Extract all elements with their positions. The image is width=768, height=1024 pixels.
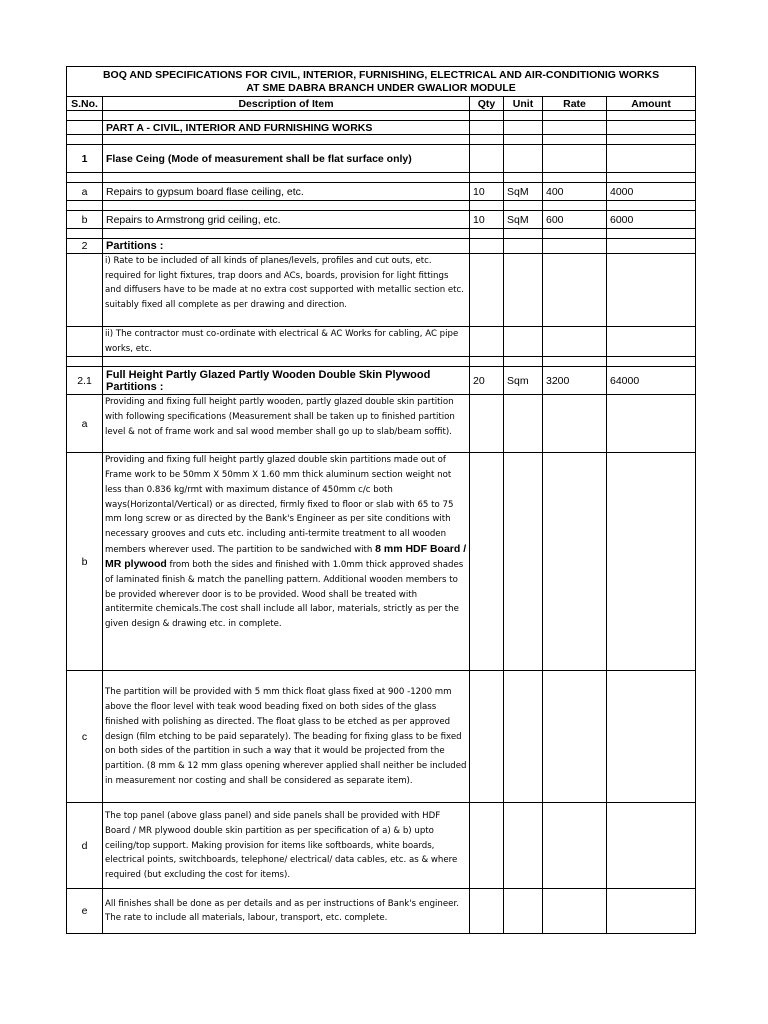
item-rate: 400 — [543, 183, 607, 201]
spacer-row — [67, 111, 696, 121]
item-2-note-1-row — [67, 254, 696, 327]
header-qty: Qty — [470, 97, 504, 111]
header-amount: Amount — [607, 97, 696, 111]
header-unit: Unit — [504, 97, 543, 111]
item-row-2-1-b — [67, 453, 696, 671]
title-line-2: AT SME DABRA BRANCH UNDER GWALIOR MODULE — [246, 81, 516, 94]
spacer-row — [67, 229, 696, 239]
description-text: Providing and fixing full height partly glazed double skin partitions made out of Frame work to be 50mm X 50mm X 1.60 mm thick aluminum section weight not less than 0.836 kg/rmt with maximum distance of 450mm c/c both ways(Horizontal/Vertical) or as directed, firmly fixed to floor or slab with 65 to 75 mm long screw or as directed by the Bank's Engineer as per site conditions with necessary grooves and cuts etc. including anti-termite treatment to all wooden members wherever used. The partition to be sandwiched with — [105, 455, 454, 555]
item-row-2 — [67, 239, 696, 254]
item-sno: b — [67, 211, 103, 229]
item-sno: a — [67, 395, 103, 453]
spacer-row — [67, 135, 696, 145]
item-row-2-1-d — [67, 803, 696, 889]
item-description: The partition will be provided with 5 mm thick float glass fixed at 900 -1200 mm above the floor level with teak wood beading fixed on both sides of the glass finished with polishing as directed. The float glass to be etched as per approved design (film etching to be paid separately). The beading for fixing glass to be fixed on both sides of the partition in such a way that it would be projected from the partition. (8 mm & 12 mm glass opening wherever applied shall neither be included in measurement nor costing and shall be considered as separate item). — [103, 671, 470, 803]
item-description: Full Height Partly Glazed Partly Wooden Double Skin Plywood Partitions : — [103, 367, 470, 395]
item-description: Partitions : — [103, 239, 470, 254]
item-sno: c — [67, 671, 103, 803]
item-sno: d — [67, 803, 103, 889]
item-qty: 20 — [470, 367, 504, 395]
item-amount: 4000 — [607, 183, 696, 201]
item-amount: 64000 — [607, 367, 696, 395]
header-rate: Rate — [543, 97, 607, 111]
description-emphasis: 8 mm HDF Board / MR plywood — [105, 542, 467, 571]
item-row-2-1-e — [67, 889, 696, 934]
spacer-row — [67, 173, 696, 183]
item-unit: SqM — [504, 183, 543, 201]
header-sno: S.No. — [67, 97, 103, 111]
item-row-2-1 — [67, 367, 696, 395]
item-row-1 — [67, 145, 696, 173]
spacer-row — [67, 201, 696, 211]
item-note: i) Rate to be included of all kinds of planes/levels, profiles and cut outs, etc. required for light fixtures, trap doors and ACs, boards, provision for light fittings and diffusers have to be made at no extra cost supported with metallic section etc. suitably fixed all complete as per drawing and direction. — [103, 254, 470, 327]
item-sno: 2.1 — [67, 367, 103, 395]
item-description: Flase Ceing (Mode of measurement shall be flat surface only) — [103, 145, 470, 173]
boq-table — [66, 66, 696, 934]
item-sno: a — [67, 183, 103, 201]
header-row — [67, 97, 696, 111]
item-description: The top panel (above glass panel) and side panels shall be provided with HDF Board / MR plywood double skin partition as per specification of a) & b) upto ceiling/top support. Making provision for items like softboards, white boards, electrical points, switchboards, telephone/ electrical/ data cables, etc. as & where required (but excluding the cost for items). — [103, 803, 470, 889]
title-row — [67, 67, 696, 97]
item-row-2-1-c — [67, 671, 696, 803]
item-unit: Sqm — [504, 367, 543, 395]
document-title — [67, 67, 696, 97]
spacer-row — [67, 357, 696, 367]
item-2-note-2-row — [67, 327, 696, 357]
item-description: All finishes shall be done as per details and as per instructions of Bank's engineer. The rate to include all materials, labour, transport, etc. complete. — [103, 889, 470, 934]
description-text: from both the sides and finished with 1.0mm thick approved shades of laminated finish & match the panelling pattern. Additional wooden members to be provided wherever door is to be provided. Wood shall be treated with antitermite chemicals.The cost shall include all labor, materials, strictly as per the given design & drawing etc. in complete. — [105, 560, 464, 630]
item-sno: 1 — [67, 145, 103, 173]
item-rate: 3200 — [543, 367, 607, 395]
part-a-heading: PART A - CIVIL, INTERIOR AND FURNISHING WORKS — [103, 121, 470, 135]
header-description: Description of Item — [103, 97, 470, 111]
item-description: Providing and fixing full height partly wooden, partly glazed double skin partition with following specifications (Measurement shall be taken up to finished partition level & not of frame work and sal wood member shall go up to slab/beam soffit). — [103, 395, 470, 453]
item-sno: b — [67, 453, 103, 671]
item-row-1b — [67, 211, 696, 229]
item-sno: e — [67, 889, 103, 934]
item-rate: 600 — [543, 211, 607, 229]
part-a-row — [67, 121, 696, 135]
item-description — [103, 453, 470, 671]
item-qty: 10 — [470, 183, 504, 201]
item-row-2-1-a — [67, 395, 696, 453]
item-description: Repairs to Armstrong grid ceiling, etc. — [103, 211, 470, 229]
item-description: Repairs to gypsum board flase ceiling, etc. — [103, 183, 470, 201]
item-note: ii) The contractor must co-ordinate with electrical & AC Works for cabling, AC pipe works, etc. — [103, 327, 470, 357]
item-qty: 10 — [470, 211, 504, 229]
item-sno: 2 — [67, 239, 103, 254]
item-unit: SqM — [504, 211, 543, 229]
item-row-1a — [67, 183, 696, 201]
title-line-1: BOQ AND SPECIFICATIONS FOR CIVIL, INTERIOR, FURNISHING, ELECTRICAL AND AIR-CONDITIONIG WORKS — [102, 68, 660, 81]
item-amount: 6000 — [607, 211, 696, 229]
